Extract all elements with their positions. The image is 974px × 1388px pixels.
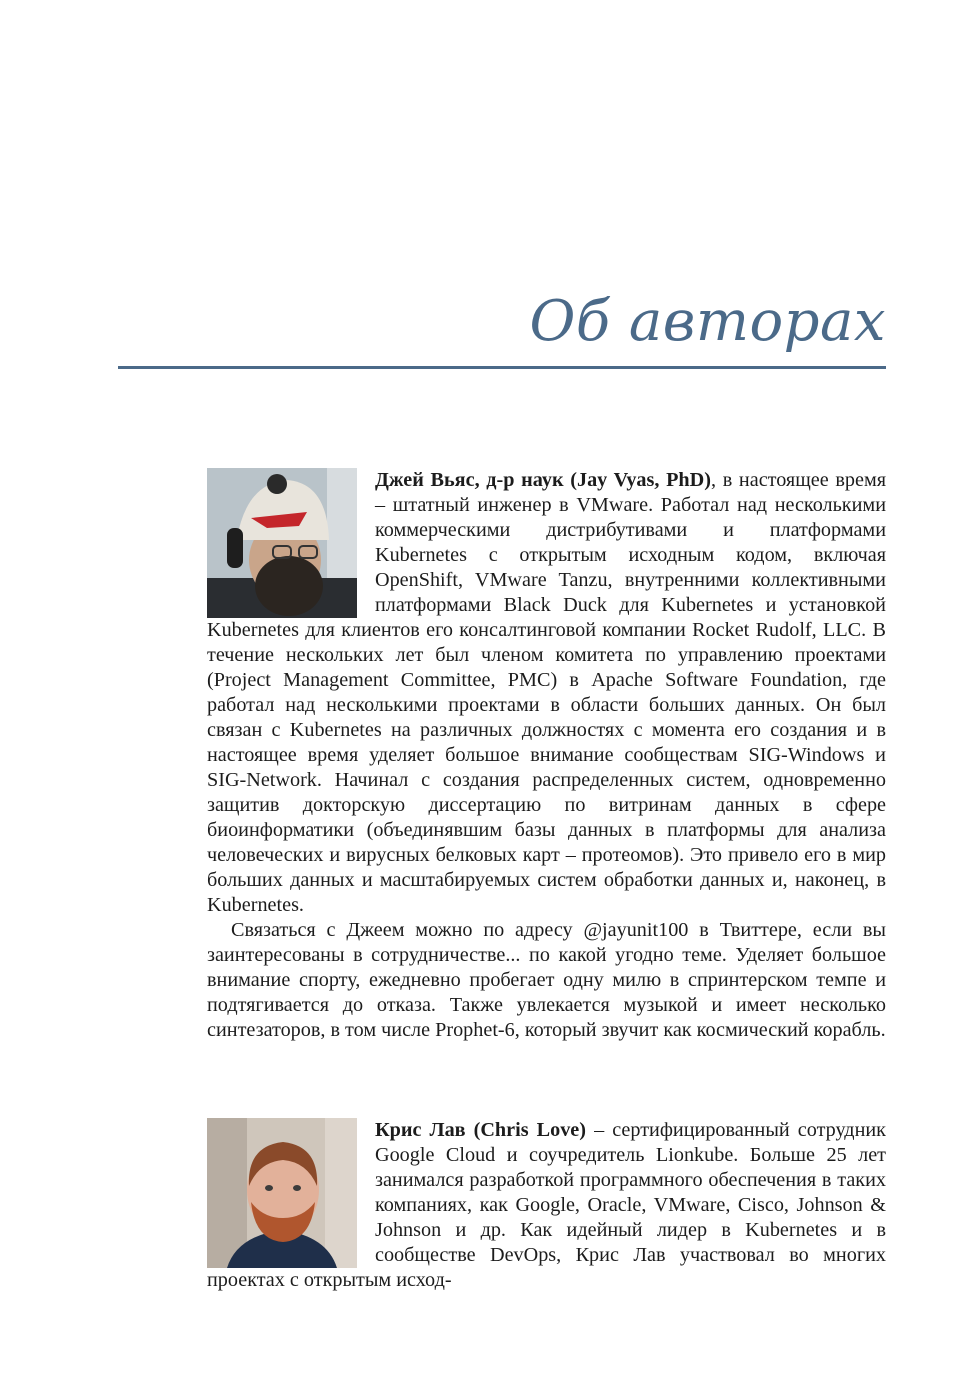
bio-paragraph: Связаться с Джеем можно по адресу @jayunit100 в Твиттере, если вы заинтересованы в сотрудничестве... по какой угодно теме. Уделяет большое внимание спорту, ежедневно пробегает одну милю в спринтерском темпе и подтягивается до отказа. Также увлекается музыкой и имеет несколько синтезаторов, в том числе Prophet-6, который звучит как космический корабль.	[207, 919, 886, 1041]
portrait-icon	[207, 1118, 357, 1268]
chapter-title: Об авторах	[529, 289, 886, 354]
bio-paragraph: , в настоящее время – штатный инженер в VMware. Работал над несколькими коммерческими дистрибутивами и платформами Kubernetes с открытым исходным кодом, включая OpenShift, VMware Tanzu, внутренними коллективными платформами Black Duck для Kubernetes и установкой Kubernetes для клиентов его консалтинговой компании Rocket Rudolf, LLC. В течение нескольких лет был членом комитета по управлению проектами (Project Management Committee, PMC) в Apache Software Foundation, где работал над несколькими проектами в области больших данных. Он был связан с Kubernetes на различных должностях с момента его создания и в настоящее время уделяет большое внимание сообществам SIG-Windows и SIG-Network. Начинал с создания распределенных систем, одновременно защитив докторскую диссертацию по витринам данных в сфере биоинформатики (объединявшим базы данных в платформы для анализа человеческих и вирусных белковых карт – протеомов). Это привело его в мир больших данных и масштабируемых систем обработки данных и, наконец, в Kubernetes.	[207, 469, 887, 916]
bio-paragraph: – сертифицированный сотрудник Google Cloud и соучредитель Lionkube. Больше 25 лет занимался разработкой программного обеспечения в таких компаниях, как Google, Oracle, VMware, Cisco, Johnson & Johnson и др. Как идейный лидер в Kubernetes и в сообществе DevOps, Крис Лав участвовал во многих проектах с открытым исход-	[207, 1119, 886, 1291]
author-bio-jay-vyas	[207, 468, 886, 1043]
author-photo-jay-vyas	[207, 468, 357, 618]
author-name: Крис Лав (Chris Love)	[375, 1119, 586, 1141]
portrait-icon	[207, 468, 357, 618]
author-name: Джей Вьяс, д-р наук (Jay Vyas, PhD)	[375, 469, 711, 491]
author-photo-chris-love	[207, 1118, 357, 1268]
title-divider	[118, 366, 886, 369]
author-bio-chris-love	[207, 1118, 886, 1308]
